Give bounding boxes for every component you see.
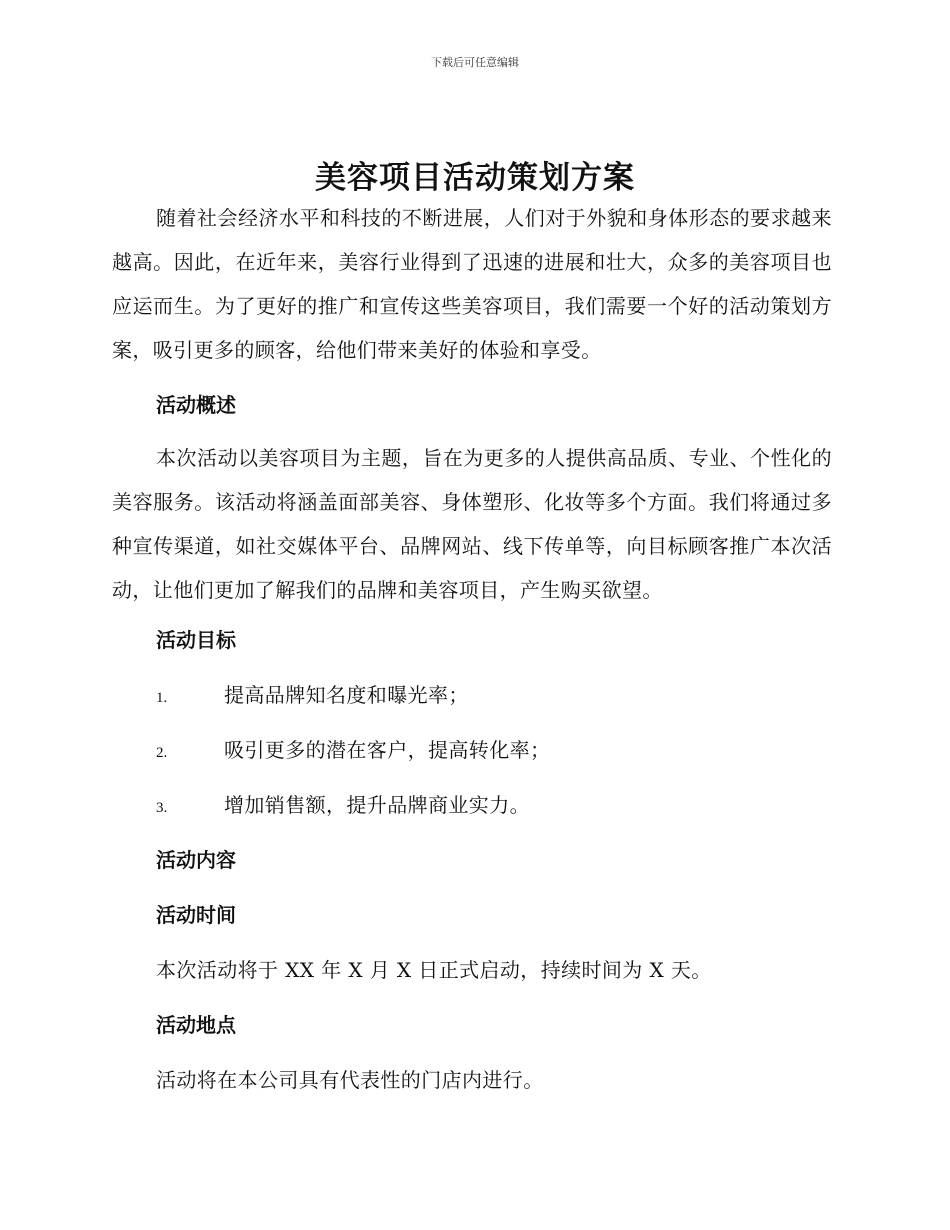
- goal-number: 2.: [156, 745, 168, 761]
- goal-list-item: [156, 679, 469, 708]
- goals-heading: 活动目标: [156, 628, 236, 652]
- goal-number: 1.: [156, 690, 168, 706]
- content-heading: 活动内容: [156, 848, 236, 872]
- location-paragraph: 活动将在本公司具有代表性的门店内进行。: [156, 1068, 544, 1092]
- overview-paragraph: 本次活动以美容项目为主题，旨在为更多的人提供高品质、专业、个性化的美容服务。该活动将涵盖面部美容、身体塑形、化妆等多个方面。我们将通过多种宣传渠道，如社交媒体平台、品牌网站、线下传单等，向目标顾客推广本次活动，让他们更加了解我们的品牌和美容项目，产生购买欲望。: [112, 446, 832, 602]
- intro-paragraph: 随着社会经济水平和科技的不断进展，人们对于外貌和身体形态的要求越来越高。因此，在近年来，美容行业得到了迅速的进展和壮大，众多的美容项目也应运而生。为了更好的推广和宣传这些美容项目，我们需要一个好的活动策划方案，吸引更多的顾客，给他们带来美好的体验和享受。: [112, 206, 832, 362]
- goal-list-item: [156, 734, 550, 763]
- goal-text: 提高品牌知名度和曝光率；: [224, 683, 469, 707]
- document-title: 美容项目活动策划方案: [315, 160, 635, 196]
- goal-text: 增加销售额，提升品牌商业实力。: [224, 793, 530, 817]
- goal-number: 3.: [156, 800, 168, 816]
- goal-text: 吸引更多的潜在客户，提高转化率；: [224, 738, 551, 762]
- location-heading: 活动地点: [156, 1013, 236, 1037]
- goal-list-item: [156, 789, 530, 818]
- overview-heading: 活动概述: [156, 393, 236, 417]
- header-note: 下载后可任意编辑: [431, 56, 519, 69]
- time-paragraph: 本次活动将于 XX 年 X 月 X 日正式启动，持续时间为 X 天。: [156, 958, 712, 982]
- time-heading: 活动时间: [156, 903, 236, 927]
